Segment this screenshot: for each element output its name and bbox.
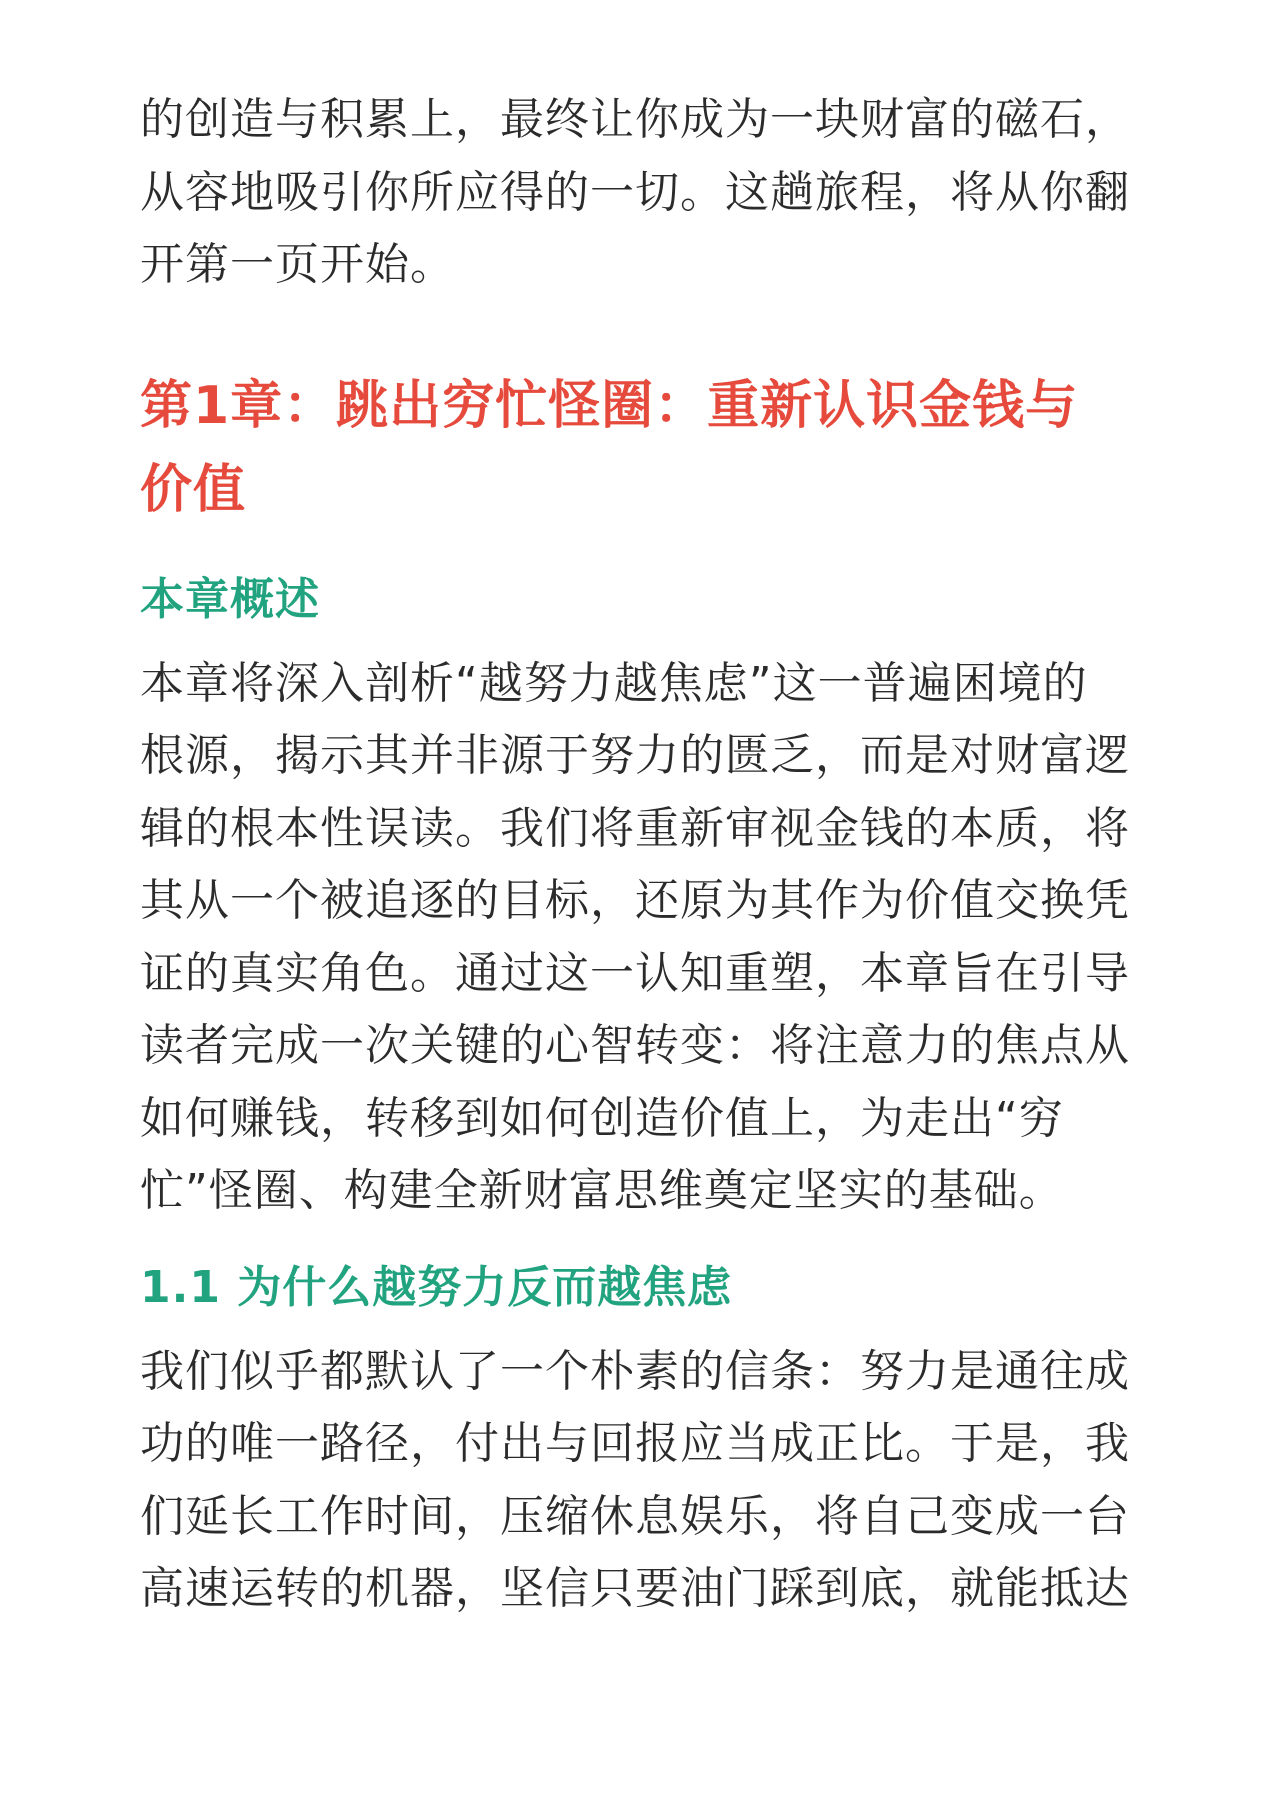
text-line: 功的唯一路径，付出与回报应当成正比。于是，我	[140, 1418, 1130, 1469]
text-line: 如何赚钱，转移到如何创造价值上，为走出“穷	[140, 1092, 1064, 1144]
section-1-1-paragraph	[140, 1336, 1140, 1626]
document-page	[140, 84, 1140, 1626]
overview-paragraph	[140, 648, 1140, 1228]
text-line: 从容地吸引你所应得的一切。这趟旅程，将从你翻	[140, 166, 1130, 218]
text-line: 的创造与积累上，最终让你成为一块财富的磁石，	[140, 94, 1130, 145]
text-line: 我们似乎都默认了一个朴素的信条：努力是通往成	[140, 1345, 1130, 1397]
text-line: 本章将深入剖析“越努力越焦虑”这一普遍困境的	[140, 657, 1088, 709]
chapter-title	[140, 364, 1140, 532]
text-line: 高速运转的机器，坚信只要油门踩到底，就能抵达	[140, 1563, 1130, 1614]
text-line: 辑的根本性误读。我们将重新审视金钱的本质，将	[140, 802, 1130, 854]
text-line: 开第一页开始。	[140, 239, 455, 290]
section-heading-1-1: 1.1 为什么越努力反而越焦虑	[140, 1261, 733, 1313]
chapter-title-line: 价值	[140, 459, 247, 520]
text-line: 证的真实角色。通过这一认知重塑，本章旨在引导	[140, 947, 1130, 999]
overview-heading: 本章概述	[140, 573, 320, 625]
text-line: 其从一个被追逐的目标，还原为其作为价值交换凭	[140, 875, 1130, 926]
intro-paragraph	[140, 84, 1140, 302]
text-line: 们延长工作时间，压缩休息娱乐，将自己变成一台	[140, 1490, 1130, 1542]
text-line: 根源，揭示其并非源于努力的匮乏，而是对财富逻	[140, 730, 1130, 781]
text-line: 读者完成一次关键的心智转变：将注意力的焦点从	[140, 1020, 1130, 1071]
chapter-title-line: 第1章：跳出穷忙怪圈：重新认识金钱与	[140, 375, 1079, 436]
text-line: 忙”怪圈、构建全新财富思维奠定坚实的基础。	[140, 1165, 1064, 1216]
